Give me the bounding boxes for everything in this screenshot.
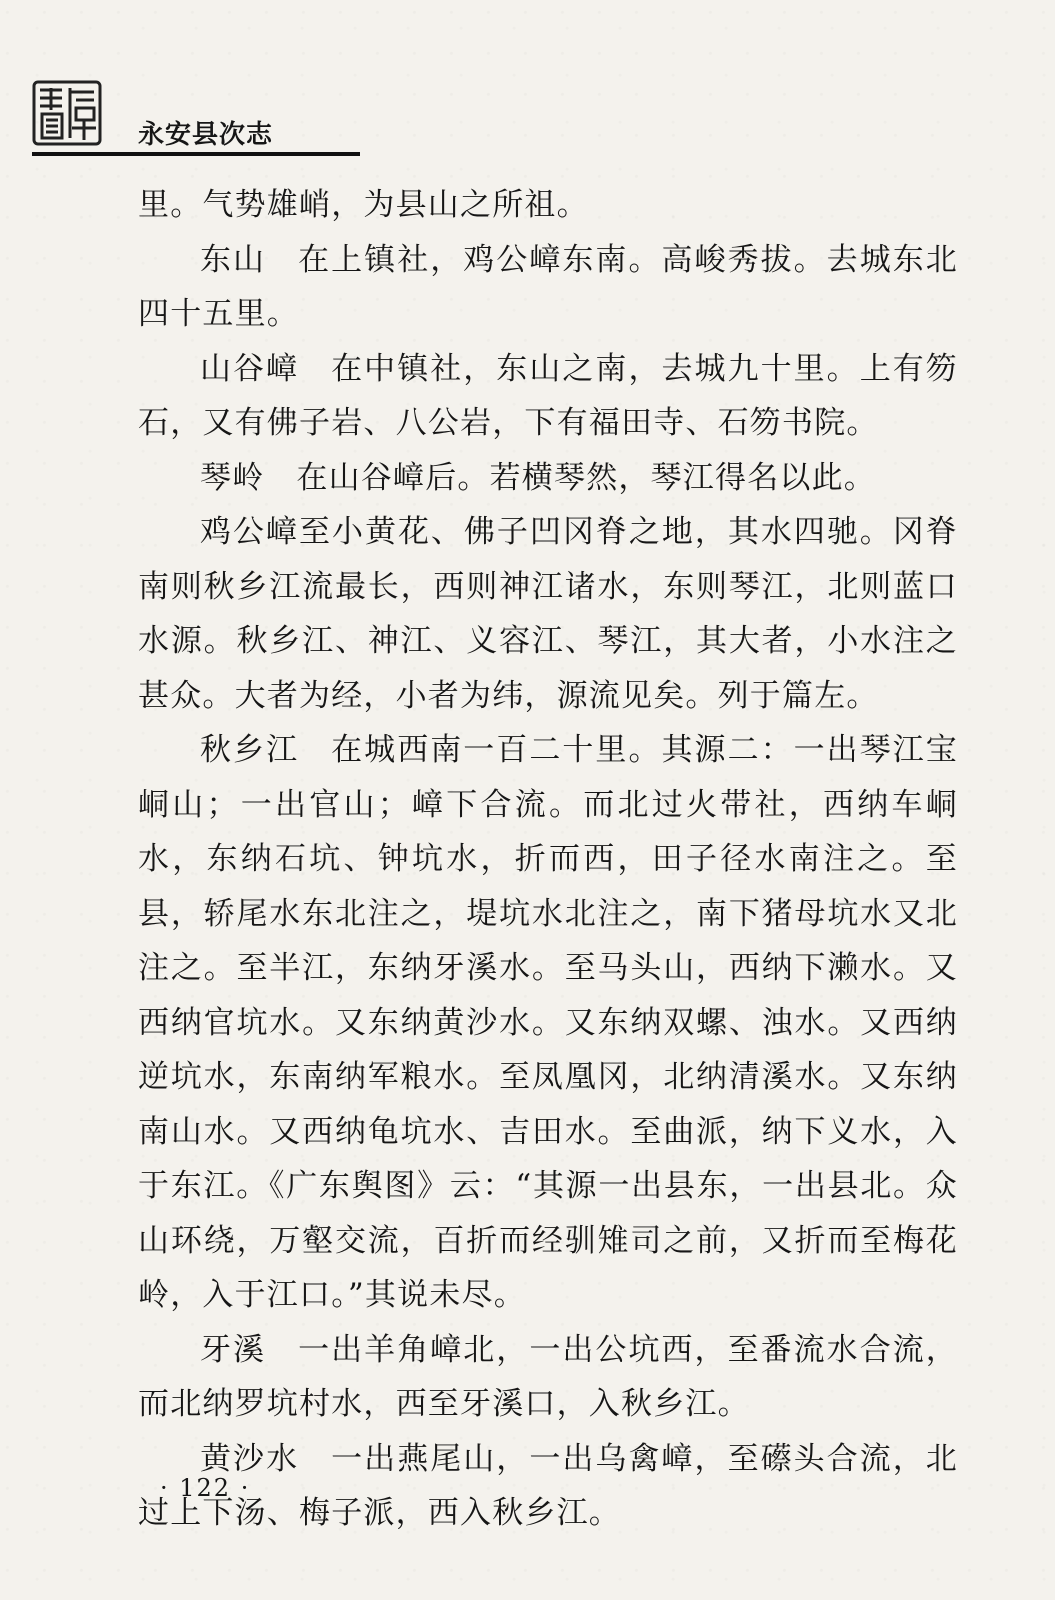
body-text bbox=[138, 178, 958, 1541]
paragraph: 里。气势雄峭，为县山之所祖。 bbox=[138, 187, 589, 223]
entry-term: 牙溪 bbox=[200, 1331, 267, 1368]
paragraph: 山谷嶂 在中镇社，东山之南，去城九十里。上有笏石，又有佛子岩、八公岩，下有福田寺、石笏书院。 bbox=[138, 350, 958, 441]
paragraph: 东山 在上镇社，鸡公嶂东南。高峻秀拔。去城东北四十五里。 bbox=[138, 241, 958, 332]
paragraph: 鸡公嶂至小黄花、佛子凹冈脊之地，其水四驰。冈脊南则秋乡江流最长，西则神江诸水，东则琴江，北则蓝口水源。秋乡江、神江、义容江、琴江，其大者，小水注之甚众。大者为经，小者为纬，源流见矣。列于篇左。 bbox=[138, 514, 958, 714]
entry-term: 琴岭 bbox=[200, 459, 265, 496]
entry-term: 秋乡江 bbox=[200, 732, 300, 768]
paragraph: 琴岭 在山谷嶂后。若横琴然，琴江得名以此。 bbox=[200, 459, 877, 496]
paragraph: 牙溪 一出羊角嶂北，一出公坑西，至番流水合流，而北纳罗坑村水，西至牙溪口，入秋乡江。 bbox=[138, 1331, 958, 1422]
running-header-title: 永安县次志 bbox=[138, 120, 274, 150]
page-number: · 122 · bbox=[160, 1474, 251, 1502]
header-rule bbox=[32, 152, 360, 156]
paragraph: 秋乡江 在城西南一百二十里。其源二：一出琴江宝峒山；一出官山；嶂下合流。而北过火带社，西纳车峒水，东纳石坑、钟坑水，折而西，田子径水南注之。至县，轿尾水东北注之，堤坑水北注之，南下猪母坑水又北注之。至半江，东纳牙溪水。至马头山，西纳下濑水。又西纳官坑水。又东纳黄沙水。又东纳双螺、浊水。又西纳逆坑水，东南纳军粮水。至凤凰冈，北纳清溪水。又东纳南山水。又西纳龟坑水、吉田水。至曲派，纳下义水，入于东江。《广东舆图》云：“其源一出县东，一出县北。众山环绕，万壑交流，百折而经驯雉司之前，又折而至梅花岭，入于江口。”其说未尽。 bbox=[138, 732, 958, 1313]
entry-term: 东山 bbox=[200, 241, 267, 278]
entry-term: 山谷嶂 bbox=[200, 350, 300, 387]
entry-term: 黄沙水 bbox=[200, 1440, 300, 1477]
seal-logo-icon bbox=[32, 80, 102, 146]
paragraph: 黄沙水 一出燕尾山，一出乌禽嶂，至礤头合流，北过上下汤、梅子派，西入秋乡江。 bbox=[138, 1440, 958, 1531]
